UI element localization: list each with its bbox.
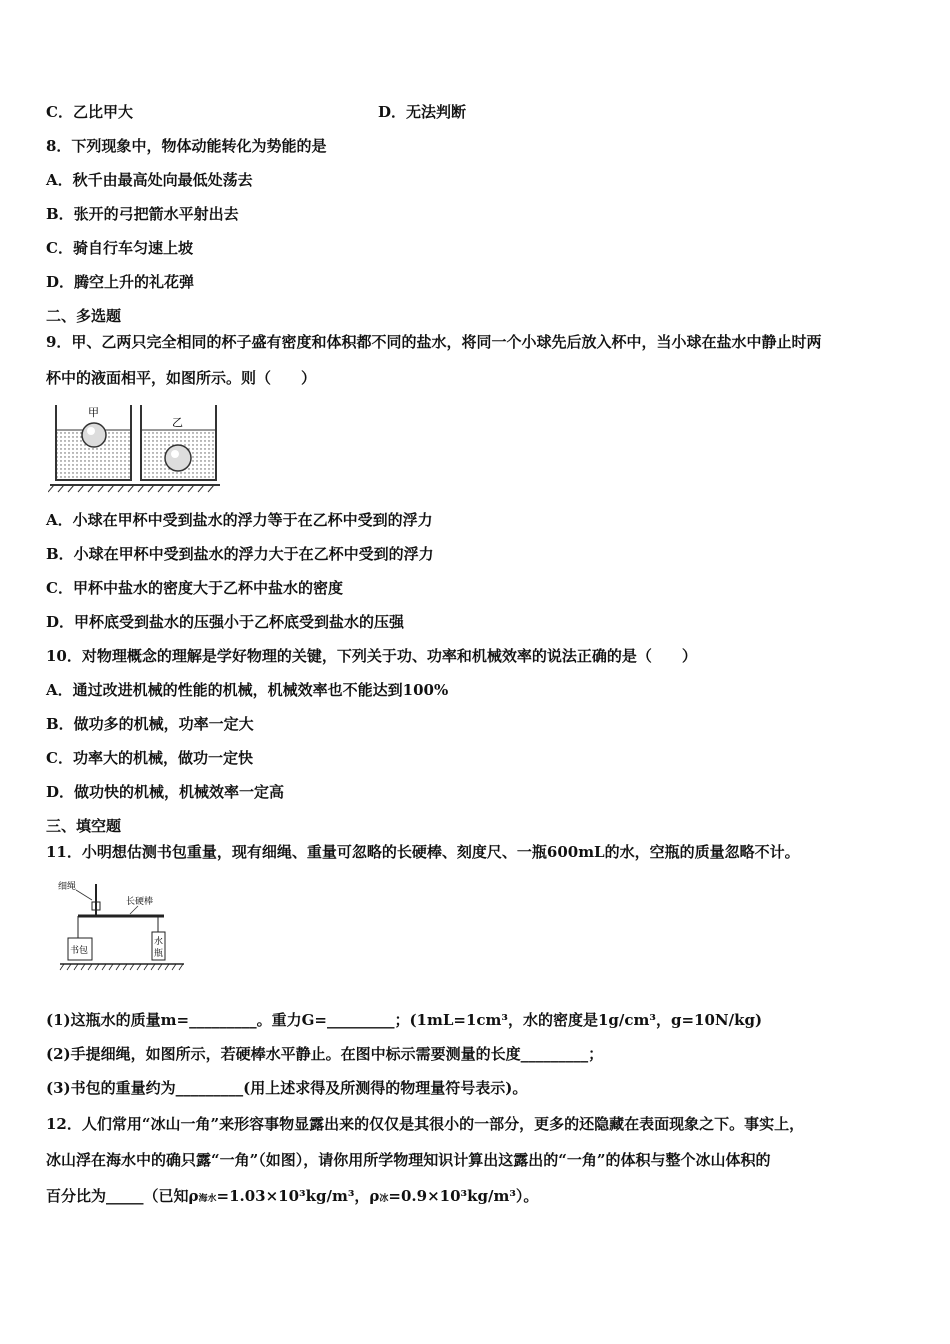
bag-label: 书包 [70, 946, 89, 956]
q9-cups-figure [48, 400, 223, 495]
q11-sub1: (1)这瓶水的质量m=_________。重力G=_________；(1mL=1cm³，水的密度是1g/cm³，g=10N/kg) [46, 1011, 763, 1029]
q8-option-d: D．腾空上升的礼花弹 [46, 273, 195, 291]
q12-line3 [46, 1186, 538, 1209]
q9-option-b: B．小球在甲杯中受到盐水的浮力大于在乙杯中受到的浮力 [46, 545, 434, 563]
q11-lever-figure [56, 876, 188, 976]
q10-option-c: C．功率大的机械，做功一定快 [46, 749, 253, 767]
q12-ice-subscript: 冰 [379, 1194, 389, 1204]
q11-stem: 11．小明想估测书包重量，现有细绳、重量可忽略的长硬棒、刻度尺、一瓶600mL的水，空瓶的质量忽略不计。 [46, 843, 800, 861]
q8-option-b: B．张开的弓把箭水平射出去 [46, 205, 239, 223]
q7-option-c: C．乙比甲大 [46, 103, 133, 121]
rod-label: 长硬棒 [126, 897, 154, 907]
bottle-label-1: 水 [154, 937, 164, 947]
q9-stem-line1: 9．甲、乙两只完全相同的杯子盛有密度和体积都不同的盐水，将同一个小球先后放入杯中，当小球在盐水中静止时两 [46, 333, 822, 351]
q8-option-c: C．骑自行车匀速上坡 [46, 239, 193, 257]
q12-sea-subscript: 海水 [198, 1194, 217, 1204]
cup2-label: 乙 [172, 416, 183, 429]
q11-sub3: (3)书包的重量约为_________(用上述求得及所测得的物理量符号表示)。 [46, 1079, 528, 1097]
q12-line1: 12．人们常用“冰山一角”来形容事物显露出来的仅仅是其很小的一部分，更多的还隐藏在表面现象之下。事实上， [46, 1115, 805, 1133]
q10-stem: 10．对物理概念的理解是学好物理的关键，下列关于功、功率和机械效率的说法正确的是（ ） [46, 647, 697, 665]
q8-option-a: A．秋千由最高处向最低处荡去 [46, 171, 253, 189]
q10-option-d: D．做功快的机械，机械效率一定高 [46, 783, 285, 801]
q12-line3-part-a: 百分比为_____（已知ρ [46, 1187, 199, 1205]
q12-line3-part-c: =0.9×10³kg/m³）。 [388, 1187, 539, 1205]
q10-option-b: B．做功多的机械，功率一定大 [46, 715, 254, 733]
q11-sub2: (2)手提细绳，如图所示，若硬棒水平静止。在图中标示需要测量的长度_________； [46, 1045, 604, 1063]
cup1-ball [82, 423, 106, 447]
q9-stem-line2: 杯中的液面相平，如图所示。则（ ） [46, 369, 317, 387]
section-multi-choice-title: 二、多选题 [46, 307, 122, 325]
q9-option-c: C．甲杯中盐水的密度大于乙杯中盐水的密度 [46, 579, 343, 597]
q8-stem: 8．下列现象中，物体动能转化为势能的是 [46, 137, 327, 155]
q12-line2: 冰山浮在海水中的确只露“一角”（如图），请你用所学物理知识计算出这露出的“一角”的体积与整个冰山体积的 [46, 1151, 771, 1169]
rope-label: 细绳 [58, 882, 77, 892]
q7-option-d: D．无法判断 [378, 103, 467, 121]
section-fill-blank-title: 三、填空题 [46, 817, 122, 835]
q10-option-a: A．通过改进机械的性能的机械，机械效率也不能达到100% [46, 681, 449, 699]
q9-option-a: A．小球在甲杯中受到盐水的浮力等于在乙杯中受到的浮力 [46, 511, 433, 529]
q9-option-d: D．甲杯底受到盐水的压强小于乙杯底受到盐水的压强 [46, 613, 405, 631]
q12-line3-part-b: =1.03×10³kg/m³，ρ [216, 1187, 380, 1205]
bottle-label-2: 瓶 [154, 949, 164, 959]
cup1-label: 甲 [88, 406, 99, 419]
cup2-ball [165, 445, 191, 471]
